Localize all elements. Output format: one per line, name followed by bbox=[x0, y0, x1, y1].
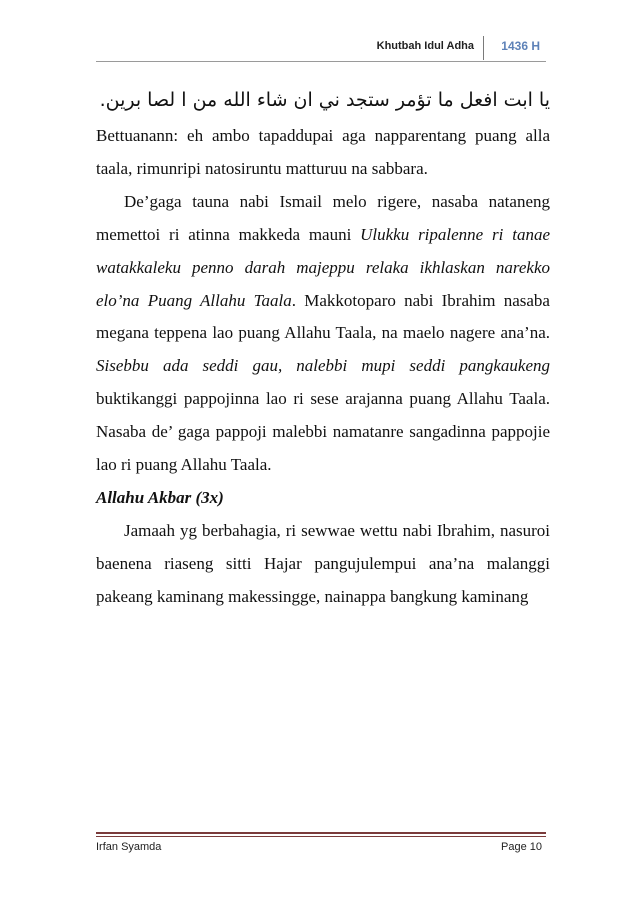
page-header bbox=[96, 36, 546, 62]
paragraph-text: buktikanggi pappojinna lao ri sese arajanna puang Allahu Taala. Nasaba de’ gaga pappoji malebbi namatanre sangadinna pappojie lao ri puang Allahu Taala. bbox=[96, 389, 550, 475]
arabic-verse: يا ابت افعل ما تؤمر ستجد ني ان شاء الله من ا لصا برين. bbox=[99, 89, 550, 111]
document-title: Khutbah Idul Adha bbox=[376, 40, 474, 52]
paragraph-text: . Makkotoparo nabi Ibrahim nasaba megana teppena lao puang Allahu Taala, na maelo nagere ana’na. bbox=[96, 290, 550, 343]
paragraph-jamaah: Jamaah yg berbahagia, ri sewwae wettu nabi Ibrahim, nasuroi baenena riaseng sitti Hajar pangujulempui ana’na malanggi pakeang kaminang makessingge, nainappa bangkung kaminang bbox=[96, 520, 550, 606]
page-footer bbox=[96, 832, 546, 857]
header-divider bbox=[483, 36, 484, 60]
page-number: Page 10 bbox=[501, 841, 542, 853]
header-rule bbox=[96, 61, 546, 62]
author-name: Irfan Syamda bbox=[96, 841, 162, 853]
page-body bbox=[96, 80, 550, 614]
paragraph-text: De’gaga tauna nabi Ismail melo rigere, nasaba nataneng memettoi ri atinna makkeda mauni bbox=[96, 191, 550, 244]
paragraph-translation: Bettuanann: eh ambo tapaddupai aga napparentang puang alla taala, rimunripi natosiruntu matturuu na sabbara. bbox=[96, 126, 550, 178]
footer-rule bbox=[96, 832, 546, 834]
paragraph-ismail bbox=[96, 186, 550, 482]
italic-quote: Ulukku ripalenne ri tanae watakkaleku penno darah majeppu relaka ikhlaskan narekko elo’na Puang Allahu Taala bbox=[96, 224, 550, 310]
section-heading: Allahu Akbar (3x) bbox=[96, 487, 224, 507]
hijri-year: 1436 H bbox=[501, 39, 540, 53]
italic-saying: Sisebbu ada seddi gau, nalebbi mupi seddi pangkaukeng bbox=[96, 356, 550, 376]
